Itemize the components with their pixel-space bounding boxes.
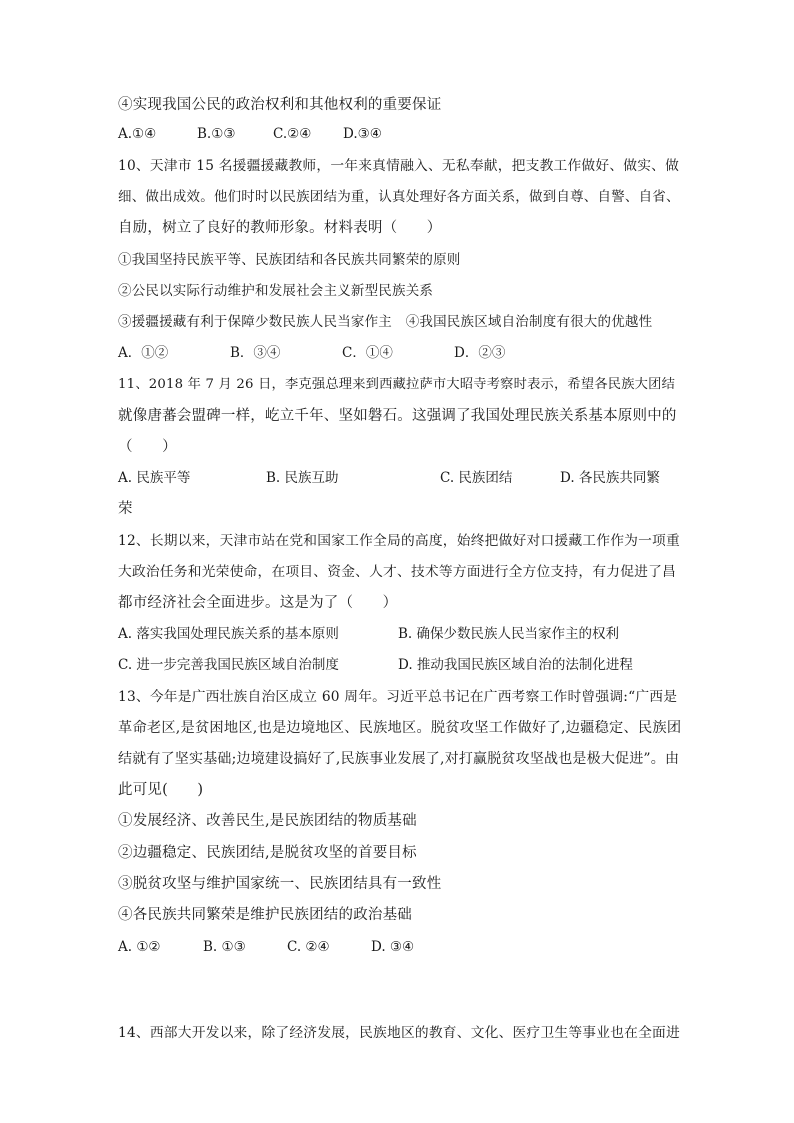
q13-stem-line-3: 结就有了坚实基础;边境建设搞好了,民族事业发展了,对打赢脱贫攻坚战也是极大促进”。由 [118,751,680,767]
q11-stem-line-3: （ ） [118,439,177,455]
q11-stem-line-2: 就像唐蕃会盟碑一样，屹立千年、坚如磐石。这强调了我国处理民族关系基本原则中的 [118,408,677,424]
q13-stem-line-2: 革命老区,是贫困地区,也是边境地区、民族地区。脱贫攻坚工作做好了,边疆稳定、民族团 [118,720,682,736]
q12-option-a: A. 落实我国处理民族关系的基本原则 [118,626,339,642]
q11-option-d: D. 各民族共同繁 [560,470,660,486]
q9-item-4: ④实现我国公民的政治权利和其他权利的重要保证 [118,97,442,113]
q13-option-d: D. ③④ [371,939,415,955]
q14-stem-line-1: 14、西部大开发以来，除了经济发展，民族地区的教育、文化、医疗卫生等事业也在全面进 [118,1025,680,1041]
q10-option-a: A．①② [118,345,169,361]
q9-option-b: B.①③ [197,126,236,142]
q10-item-2: ②公民以实际行动维护和发展社会主义新型民族关系 [118,283,434,299]
q13-item-2: ②边疆稳定、民族团结,是脱贫攻坚的首要目标 [118,845,417,861]
q11-option-b: B. 民族互助 [266,470,339,486]
q10-option-c: C．①④ [342,345,393,361]
q13-option-a: A. ①② [118,939,161,955]
q10-option-b: B．③④ [230,345,281,361]
q11-option-d-wrap: 荣 [118,501,133,517]
q12-option-c: C. 进一步完善我国民族区域自治制度 [118,657,339,673]
q10-item-1: ①我国坚持民族平等、民族团结和各民族共同繁荣的原则 [118,252,461,268]
q12-option-d: D. 推动我国民族区域自治的法制化进程 [398,657,633,673]
q9-option-a: A.①④ [118,126,157,142]
q11-stem-line-1: 11、2018 年 7 月 26 日，李克强总理来到西藏拉萨市大昭寺考察时表示，希望各民族大团结 [118,377,676,392]
q10-stem-line-1: 10、天津市 15 名援疆援藏教师，一年来真情融入、无私奉献，把支教工作做好、做实、做 [118,158,680,174]
q13-option-b: B. ①③ [203,939,246,955]
q10-option-d: D．②③ [454,345,506,361]
q13-stem-line-1: 13、今年是广西壮族自治区成立 60 周年。习近平总书记在广西考察工作时曾强调:“广西是 [118,689,678,705]
q12-stem-line-2: 大政治任务和光荣使命，在项目、资金、人才、技术等方面进行全方位支持，有力促进了昌 [118,564,677,580]
q9-option-d: D.③④ [343,126,382,142]
q12-stem-line-1: 12、长期以来，天津市站在党和国家工作全局的高度，始终把做好对口援藏工作作为一项重 [118,533,680,549]
q13-item-1: ①发展经济、改善民生,是民族团结的物质基础 [118,813,417,829]
q13-stem-line-4: 此可见( ) [118,782,204,798]
q10-stem-line-3: 自励，树立了良好的教师形象。材料表明（ ） [118,220,442,236]
q13-item-4: ④各民族共同繁荣是维护民族团结的政治基础 [118,907,412,923]
q11-option-c: C. 民族团结 [440,470,513,486]
q10-stem-line-2: 细、做出成效。他们时时以民族团结为重，认真处理好各方面关系，做到自尊、自警、自省、 [118,189,680,205]
q13-option-c: C. ②④ [287,939,330,955]
q9-option-c: C.②④ [273,126,312,142]
q12-stem-line-3: 都市经济社会全面进步。这是为了（ ） [118,595,398,611]
q11-option-a: A. 民族平等 [118,470,191,486]
q12-option-b: B. 确保少数民族人民当家作主的权利 [398,626,620,642]
q13-item-3: ③脱贫攻坚与维护国家统一、民族团结具有一致性 [118,876,442,892]
q10-item-3-4: ③援疆援藏有利于保障少数民族人民当家作主 ④我国民族区域自治制度有很大的优越性 [118,314,653,330]
